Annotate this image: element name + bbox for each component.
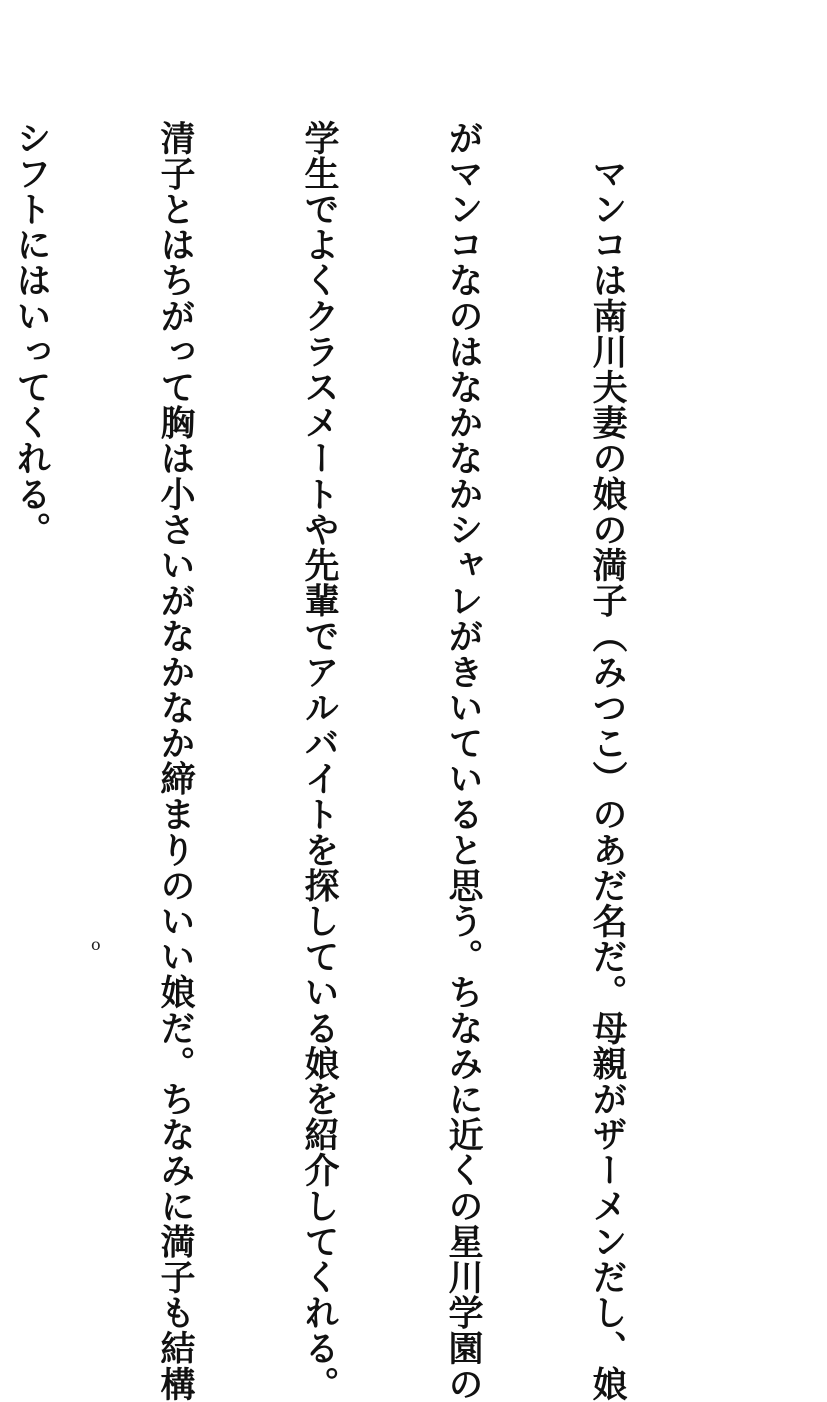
vertical-text-body [0, 120, 727, 1402]
text-line: がマンコなのはなかなかシャレがきいていると思う。ちなみに近くの星川学園の [443, 120, 484, 1402]
text-line: マンコは南川夫妻の娘の満子（みつこ）のあだ名だ。母親がザーメンだし、娘 [587, 120, 628, 1402]
text-line: シフトにはいってくれる。 [11, 120, 52, 548]
text-line: 清子とはちがって胸は小さいがなかなか締まりのいい娘だ。ちなみに満子も結構 [155, 120, 196, 1402]
text-line: 学生でよくクラスメートや先輩でアルバイトを探している娘を紹介してくれる。 [299, 120, 340, 1402]
stray-mark: o [91, 935, 101, 954]
